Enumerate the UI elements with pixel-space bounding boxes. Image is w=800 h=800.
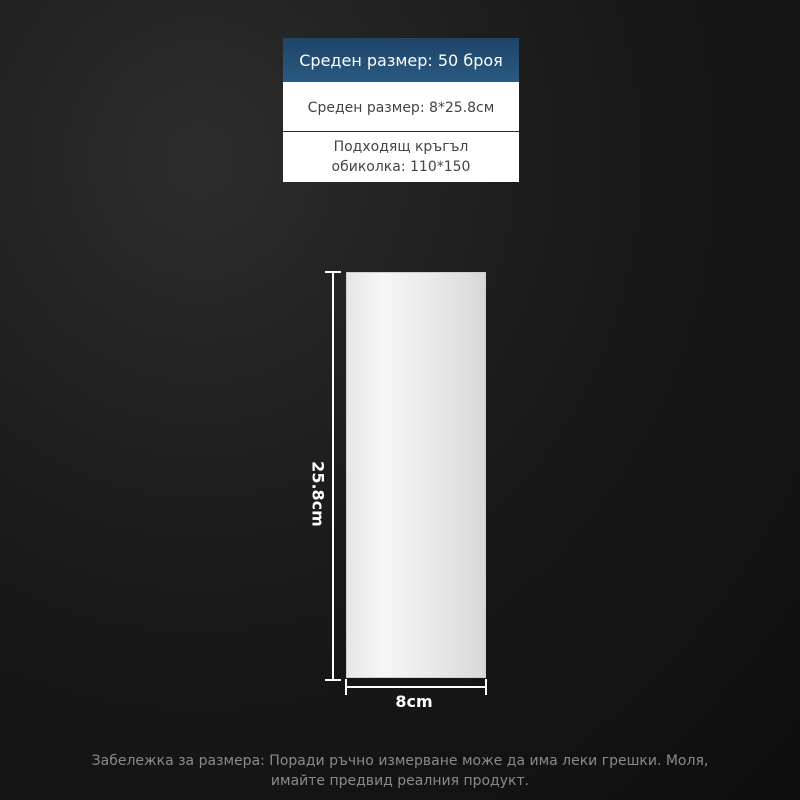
size-info-table bbox=[283, 38, 519, 182]
size-note bbox=[40, 751, 760, 791]
height-dimension-bottom-tick bbox=[325, 679, 341, 681]
height-dimension-line bbox=[332, 272, 334, 680]
size-note-line-1: Забележка за размера: Поради ръчно измерване може да има леки грешки. Моля, bbox=[91, 753, 709, 769]
product-bag bbox=[346, 272, 486, 678]
size-note-line-2: имайте предвид реалния продукт. bbox=[270, 773, 530, 789]
fit-row-line-1: Подходящ кръгъл bbox=[333, 139, 469, 155]
fit-row-line-2: обиколка: 110*150 bbox=[331, 159, 471, 175]
height-label: 25.8cm bbox=[308, 461, 328, 527]
size-row: Среден размер: 8*25.8см bbox=[283, 84, 519, 131]
width-dimension-right-tick bbox=[485, 679, 487, 695]
width-label: 8cm bbox=[395, 692, 433, 711]
height-dimension-top-tick bbox=[325, 271, 341, 273]
quantity-header: Среден размер: 50 броя bbox=[283, 38, 519, 82]
width-dimension-line bbox=[346, 686, 486, 688]
fit-row bbox=[283, 132, 519, 182]
width-dimension-left-tick bbox=[345, 679, 347, 695]
